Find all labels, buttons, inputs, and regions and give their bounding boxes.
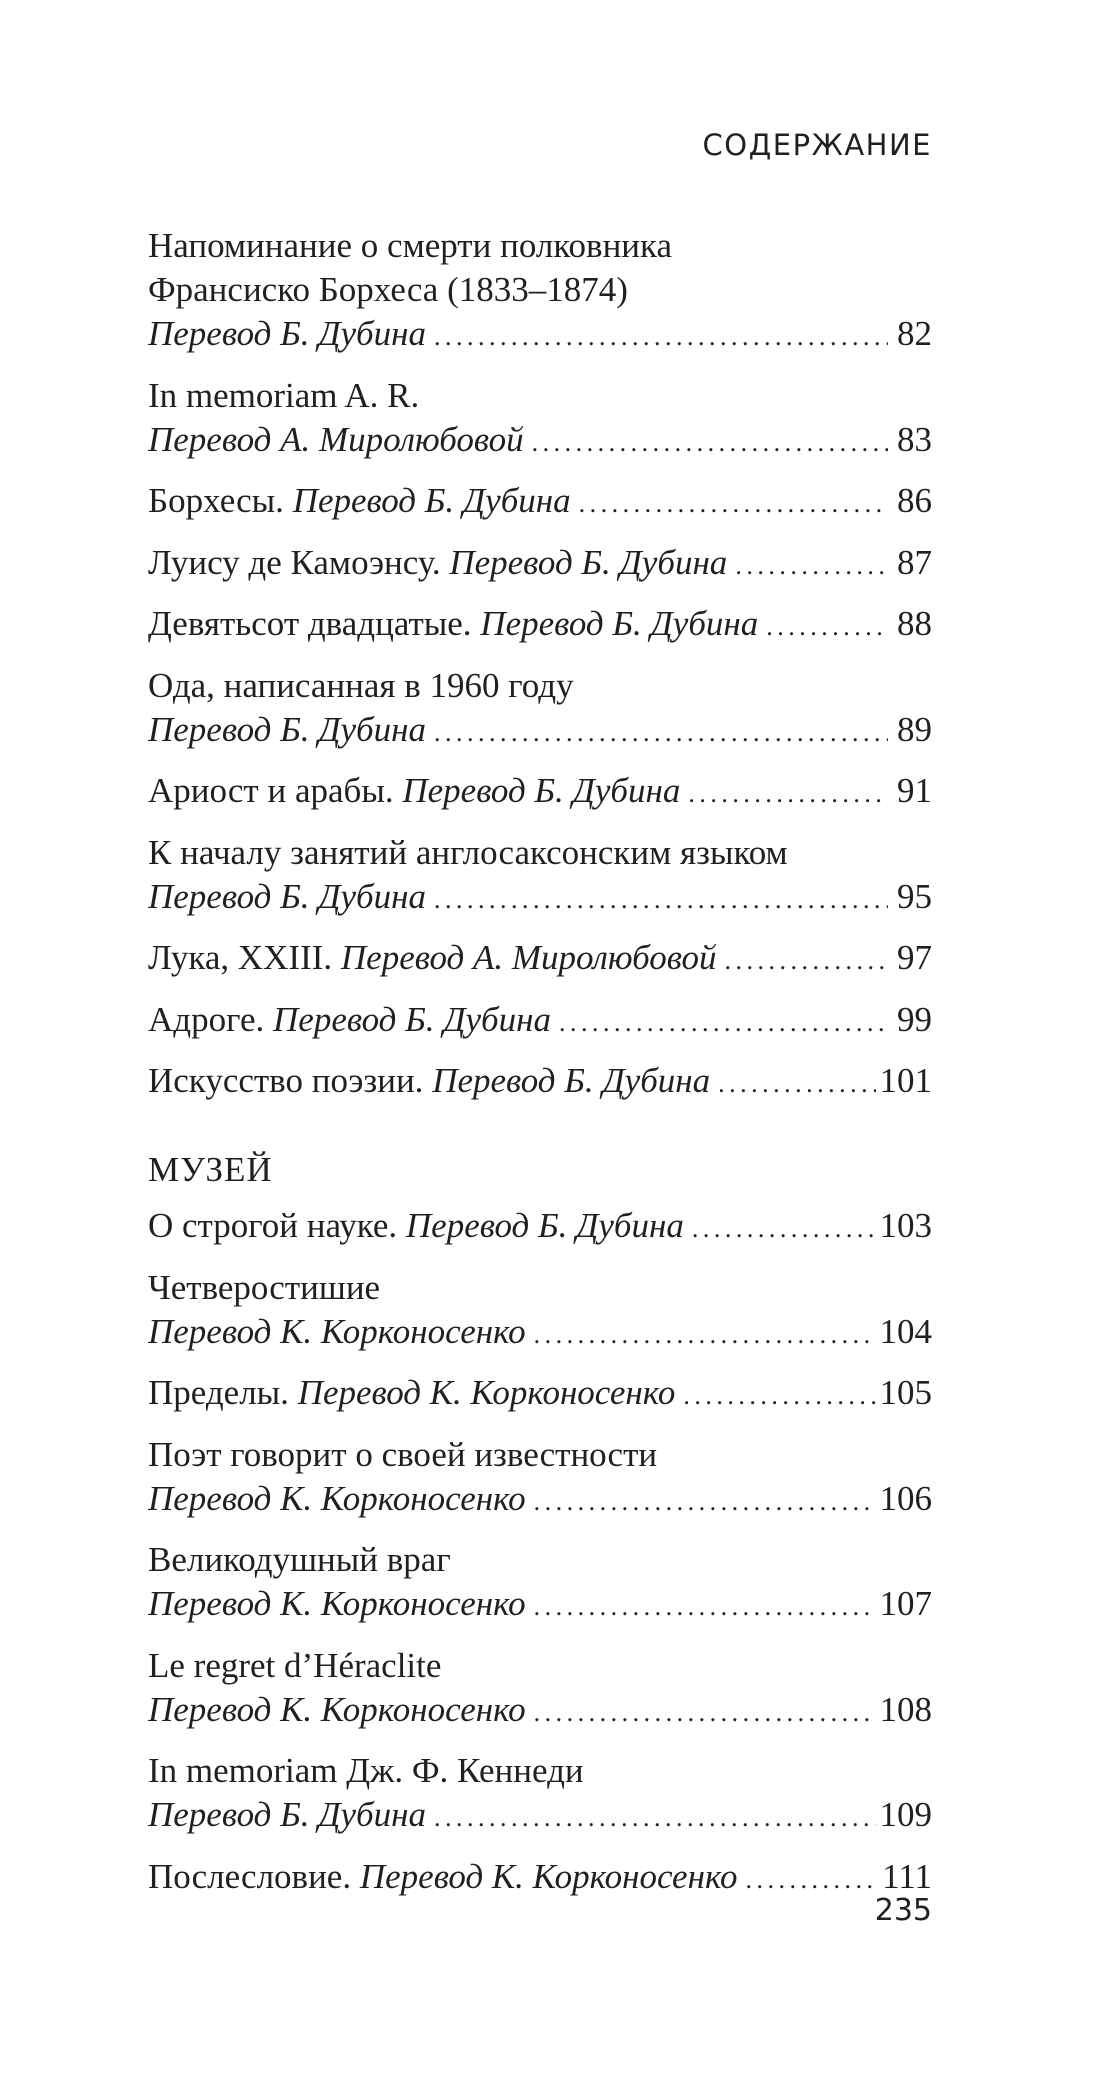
entry-line — [148, 875, 932, 922]
dot-leader — [718, 1062, 875, 1106]
entry-page-number: 88 — [897, 604, 932, 643]
entry-page-number: 99 — [897, 999, 932, 1039]
entry-title-line: In memoriam Дж. Ф. Кеннеди — [148, 1751, 584, 1790]
entry-page-number: 95 — [897, 876, 932, 916]
dot-leader — [434, 315, 888, 359]
entry-line — [148, 1855, 932, 1902]
toc-entry — [148, 224, 932, 359]
entry-title: Искусство поэзии. — [148, 1061, 424, 1100]
entry-translator: Перевод Б. Дубина — [148, 876, 426, 916]
dot-leader — [534, 1691, 876, 1735]
entry-page-number: 101 — [879, 1061, 932, 1100]
entry-translator: Перевод Б. Дубина — [480, 604, 759, 643]
section-heading: МУЗЕЙ — [148, 1150, 273, 1189]
dot-leader — [725, 939, 889, 983]
entry-text — [148, 1477, 526, 1521]
dot-leader — [735, 544, 888, 588]
entry-translator: Перевод Б. Дубина — [273, 999, 551, 1039]
entry-page-number: 109 — [879, 1795, 932, 1834]
entry-translator: Перевод К. Корконосенко — [148, 1689, 526, 1729]
entry-title-line: Поэт говорит о своей известности — [148, 1434, 658, 1474]
dot-leader — [766, 605, 888, 649]
entry-text — [148, 936, 717, 980]
dot-leader — [579, 482, 888, 526]
entry-translator: Перевод Б. Дубина — [449, 542, 728, 582]
entry-page-number: 89 — [897, 709, 932, 749]
dot-leader — [534, 1585, 876, 1629]
toc-entry — [148, 998, 932, 1045]
toc-entries-group — [148, 1204, 932, 1902]
entry-line — [148, 1204, 932, 1251]
entry-translator: Перевод Б. Дубина — [405, 1206, 684, 1245]
entry-title-line: К началу занятий англосаксонским языком — [148, 832, 788, 872]
toc-entry — [148, 1059, 932, 1106]
entry-line — [148, 418, 932, 465]
toc-entry — [148, 936, 932, 983]
toc-entry — [148, 831, 932, 922]
entry-text — [148, 1582, 526, 1626]
entry-translator: Перевод К. Корконосенко — [359, 1856, 738, 1896]
entry-title: О строгой науке. — [148, 1206, 398, 1245]
entry-text — [148, 1310, 526, 1354]
entry-page-number: 87 — [897, 542, 932, 582]
entry-text — [148, 418, 524, 462]
entry-line — [148, 541, 932, 588]
dot-leader — [688, 772, 888, 816]
toc-entry — [148, 1749, 932, 1840]
entry-text — [148, 479, 571, 523]
toc-entry — [148, 1204, 932, 1251]
entry-title: Лука, XXIII. — [148, 938, 333, 977]
entry-text — [148, 602, 758, 646]
entry-line — [148, 312, 932, 359]
entry-line — [148, 1310, 932, 1357]
toc-entry — [148, 1266, 932, 1357]
entry-page-number: 103 — [879, 1206, 932, 1245]
entry-translator: Перевод Б. Дубина — [402, 771, 681, 810]
running-head: СОДЕРЖАНИЕ — [702, 128, 932, 162]
entry-text — [148, 1688, 526, 1732]
entry-text — [148, 998, 551, 1042]
entry-page-number: 82 — [897, 314, 932, 353]
entry-text — [148, 1371, 675, 1415]
entry-translator: Перевод К. Корконосенко — [148, 1311, 526, 1351]
dot-leader — [683, 1374, 875, 1418]
toc-entry — [148, 1433, 932, 1524]
entry-page-number: 86 — [897, 481, 932, 520]
entry-text — [148, 1793, 426, 1837]
dot-leader — [692, 1207, 876, 1251]
entry-page-number: 91 — [897, 771, 932, 810]
dot-leader — [534, 1313, 876, 1357]
entry-title-line: Франсиско Борхеса (1833–1874) — [148, 270, 628, 309]
entry-text — [148, 875, 426, 919]
entry-translator: Перевод Б. Дубина — [292, 481, 571, 520]
entry-text — [148, 769, 680, 813]
toc-entry — [148, 541, 932, 588]
entry-translator: Перевод А. Миролюбовой — [148, 419, 524, 459]
entry-line — [148, 708, 932, 755]
entry-line — [148, 769, 932, 816]
entry-line — [148, 1371, 932, 1418]
dot-leader — [532, 421, 888, 465]
entry-translator: Перевод К. Корконосенко — [148, 1584, 526, 1623]
entry-translator: Перевод А. Миролюбовой — [340, 938, 717, 977]
toc-entry — [148, 1538, 932, 1629]
entry-page-number: 97 — [897, 938, 932, 977]
entry-title-line: Ода, написанная в 1960 году — [148, 665, 574, 705]
entry-title: Луису де Камоэнсу. — [148, 542, 441, 582]
entry-text — [148, 312, 426, 356]
dot-leader — [434, 878, 888, 922]
entry-translator: Перевод Б. Дубина — [148, 709, 426, 749]
toc-entry — [148, 769, 932, 816]
entry-title-line: In memoriam A. R. — [148, 375, 420, 415]
toc-entry — [148, 479, 932, 526]
entry-title: Пределы. — [148, 1373, 289, 1412]
toc-entry — [148, 602, 932, 649]
entry-page-number: 106 — [879, 1478, 932, 1518]
entry-title: Послесловие. — [148, 1856, 352, 1896]
entry-line — [148, 1477, 932, 1524]
entry-line — [148, 1582, 932, 1629]
entry-page-number: 108 — [879, 1689, 932, 1729]
entry-title: Ариост и арабы. — [148, 771, 394, 810]
entry-line — [148, 936, 932, 983]
entry-line — [148, 479, 932, 526]
entry-text — [148, 708, 426, 752]
entry-translator: Перевод К. Корконосенко — [148, 1478, 526, 1518]
entry-translator: Перевод К. Корконосенко — [297, 1373, 676, 1412]
entry-title-line: Четверостишие — [148, 1267, 381, 1307]
toc-entry — [148, 1855, 932, 1902]
entry-text — [148, 1204, 684, 1248]
entry-page-number: 104 — [879, 1311, 932, 1351]
entry-title: Адроге. — [148, 999, 265, 1039]
entry-text — [148, 541, 727, 585]
entry-translator: Перевод Б. Дубина — [148, 314, 426, 353]
entry-translator: Перевод Б. Дубина — [148, 1795, 426, 1834]
entry-line — [148, 1688, 932, 1735]
table-of-contents — [148, 224, 932, 1916]
toc-entry — [148, 1371, 932, 1418]
dot-leader — [434, 1796, 876, 1840]
entry-page-number: 111 — [882, 1856, 932, 1896]
entry-title-line: Великодушный враг — [148, 1540, 451, 1579]
dot-leader — [534, 1480, 876, 1524]
entry-translator: Перевод Б. Дубина — [432, 1061, 711, 1100]
dot-leader — [746, 1858, 879, 1902]
entry-line — [148, 1793, 932, 1840]
entry-line — [148, 602, 932, 649]
entry-line — [148, 1059, 932, 1106]
entry-page-number: 107 — [879, 1584, 932, 1623]
entry-page-number: 83 — [897, 419, 932, 459]
entry-line — [148, 998, 932, 1045]
entry-text — [148, 1855, 738, 1899]
dot-leader — [559, 1001, 888, 1045]
toc-entries-group — [148, 224, 932, 1106]
entry-title-line: Le regret d’Héraclite — [148, 1645, 442, 1685]
entry-title-line: Напоминание о смерти полковника — [148, 226, 673, 265]
entry-text — [148, 1059, 710, 1103]
page-number: 235 — [874, 1893, 932, 1928]
entry-page-number: 105 — [879, 1373, 932, 1412]
toc-entry — [148, 1644, 932, 1735]
entry-title: Борхесы. — [148, 481, 284, 520]
toc-entry — [148, 374, 932, 465]
dot-leader — [434, 711, 888, 755]
toc-entry — [148, 664, 932, 755]
entry-title: Девятьсот двадцатые. — [148, 604, 472, 643]
